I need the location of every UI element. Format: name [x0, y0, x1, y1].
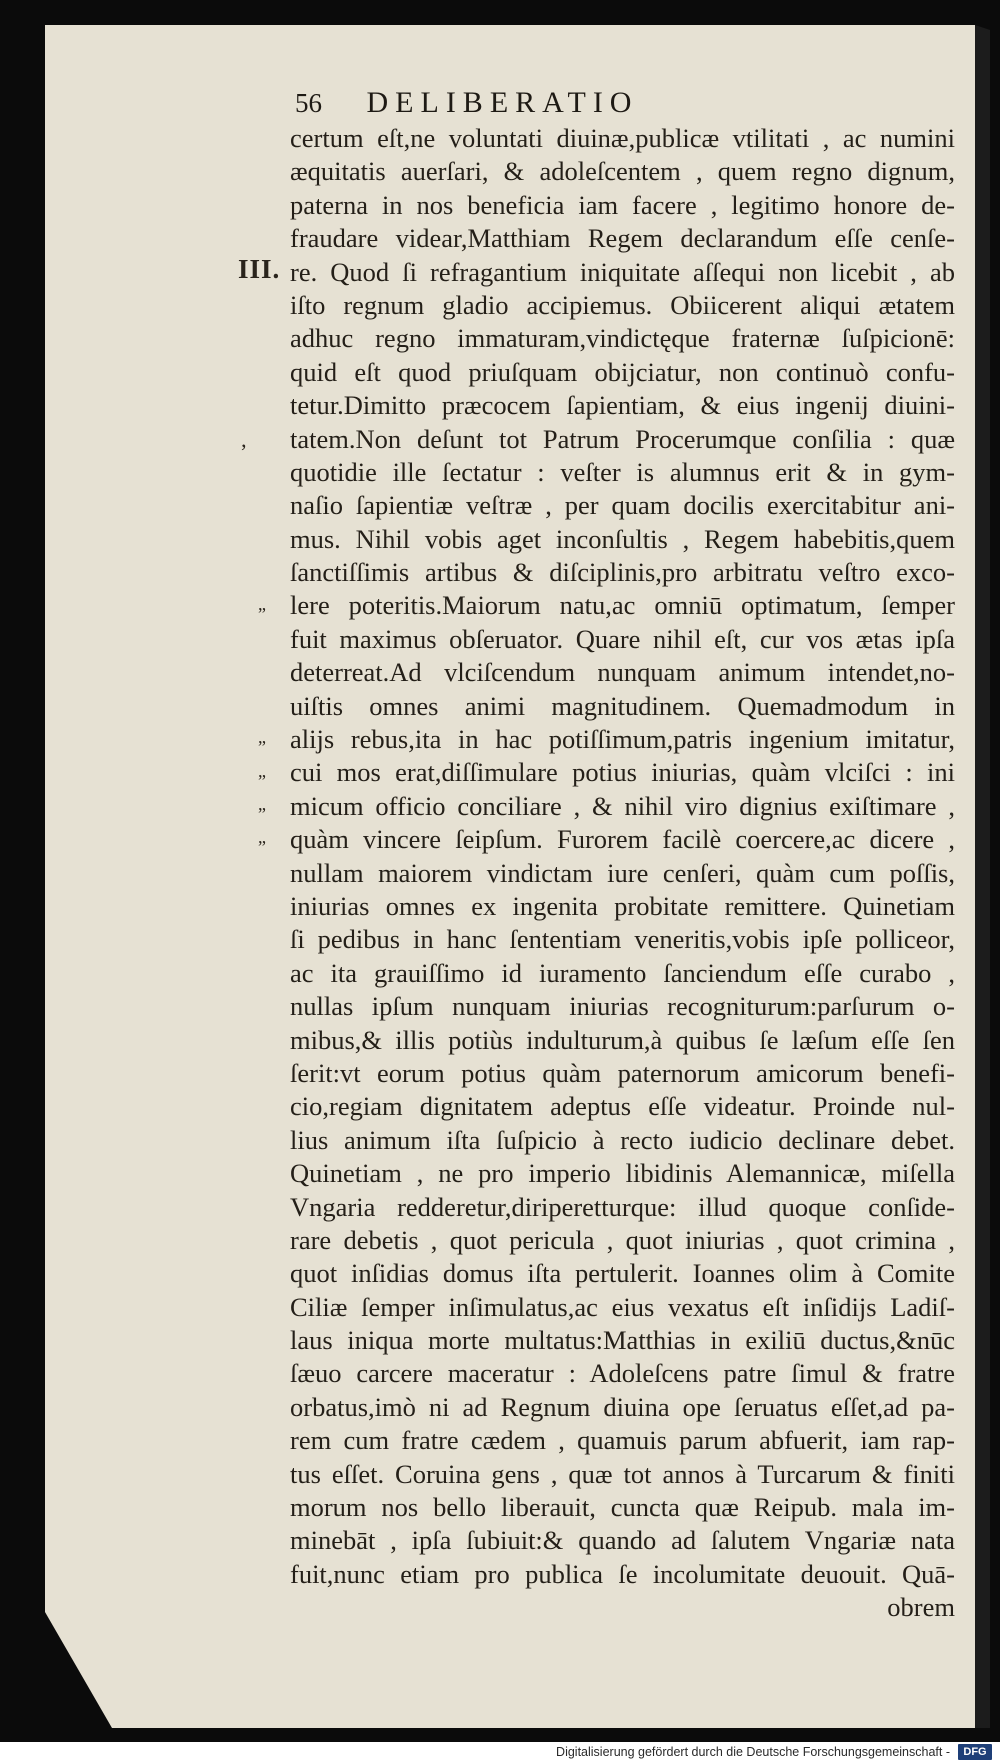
page-header	[295, 86, 855, 120]
body-text	[290, 122, 955, 1625]
text-line: adhuc regno immaturam,vindictęque fraternæ ſuſpicionē:	[290, 323, 955, 354]
text-line: iſto regnum gladio accipiemus. Obiicerent aliqui ætatem	[290, 289, 955, 320]
text-line: morum nos bello liberauit, cuncta quæ Reipub. mala im-	[290, 1492, 955, 1523]
margin-quote-mark: ‚	[240, 426, 248, 452]
digitization-footer	[0, 1742, 1000, 1763]
text-line: cui mos erat,diſſimulare potius iniurias, quàm vlciſci : ini	[290, 757, 955, 788]
text-line: mus. Nihil vobis aget inconſultis , Regem habebitis,quem	[290, 523, 955, 554]
margin-quote-mark: „	[258, 794, 266, 814]
text-line: quid eſt quod priuſquam obijciatur, non continuò confu-	[290, 356, 955, 387]
text-line: quàm vincere ſeipſum. Furorem facilè coercere,ac dicere ,	[290, 824, 955, 855]
text-line: ſanctiſſimis artibus & diſciplinis,pro arbitratu veſtro exco-	[290, 557, 955, 588]
text-line: tus eſſet. Coruina gens , quæ tot annos à Turcarum & finiti	[290, 1458, 955, 1489]
text-line: tetur.Dimitto præcocem ſapientiam, & eius ingenij diuini-	[290, 390, 955, 421]
text-line: minebāt , ipſa ſubiuit:& quando ad ſalutem Vngariæ nata	[290, 1525, 955, 1556]
text-line: nullas ipſum nunquam iniurias recogniturum:parſurum o-	[290, 991, 955, 1022]
text-line: fuit,nunc etiam pro publica ſe incolumitate deuouit. Quā-	[290, 1558, 955, 1589]
text-line: ſerit:vt eorum potius quàm paternorum amicorum benefi-	[290, 1057, 955, 1088]
dfg-logo: DFG	[958, 1744, 992, 1760]
text-line: obrem	[887, 1592, 955, 1623]
text-line: quot inſidias domus iſta pertulerit. Ioannes olim à Comite	[290, 1258, 955, 1289]
margin-quote-mark: „	[258, 727, 266, 748]
text-line: lere poteritis.Maiorum natu,ac omniū optimatum, ſemper	[290, 590, 955, 621]
text-line: tatem.Non deſunt tot Patrum Procerumque conſilia : quæ	[290, 423, 955, 454]
text-line: fraudare videar,Matthiam Regem declarandum eſſe cenſe-	[290, 223, 955, 254]
text-line: rem cum fratre cædem , quamuis parum abfuerit, iam rap-	[290, 1425, 955, 1456]
text-line: alijs rebus,ita in hac potiſſimum,patris ingenium imitatur,	[290, 724, 955, 755]
text-line: certum eſt,ne voluntati diuinæ,publicæ vtilitati , ac numini	[290, 123, 955, 153]
page-number: 56	[295, 88, 322, 118]
text-line: Ciliæ ſemper inſimulatus,ac eius vexatus eſt inſidijs Ladiſ-	[290, 1291, 955, 1322]
margin-quote-mark: „	[258, 760, 266, 781]
footer-credit: Digitalisierung gefördert durch die Deutsche Forschungsgemeinschaft -	[556, 1745, 950, 1759]
running-head: DELIBERATIO	[366, 86, 639, 119]
text-line: naſio ſapientiæ veſtræ , per quam docilis exercitabitur ani-	[290, 490, 955, 521]
text-line: æquitatis auerſari, & adoleſcentem , quem regno dignum,	[290, 156, 955, 187]
text-line: mibus,& illis potiùs indulturum,à quibus ſe læſum eſſe ſen	[290, 1024, 955, 1055]
text-line: quotidie ille ſectatur : veſter is alumnus erit & in gym-	[290, 456, 955, 487]
text-line: ſi pedibus in hanc ſententiam veneritis,vobis ipſe polliceor,	[290, 924, 955, 955]
section-numeral: III.	[238, 253, 281, 284]
text-line: nullam maiorem vindictam iure cenſeri, quàm cum poſſis,	[290, 857, 955, 888]
text-line: rare debetis , quot pericula , quot iniurias , quot crimina ,	[290, 1224, 955, 1255]
text-line: Vngaria redderetur,diriperetturque: illud quoque conſide-	[290, 1191, 955, 1222]
text-line: re. Quod ſi refragantium iniquitate aſſequi non licebit , ab	[290, 256, 955, 287]
text-line: uiſtis omnes animi magnitudinem. Quemadmodum in	[290, 690, 955, 721]
text-line: laus iniqua morte multatus:Matthias in exiliū ductus,&nūc	[290, 1325, 955, 1356]
text-line: iniurias omnes ex ingenita probitate remittere. Quinetiam	[290, 890, 955, 921]
text-line: ac ita grauiſſimo id iuramento ſanciendum eſſe curabo ,	[290, 957, 955, 988]
text-line: paterna in nos beneficia iam facere , legitimo honore de-	[290, 189, 955, 220]
text-line: orbatus,imò ni ad Regnum diuina ope ſeruatus eſſet,ad pa-	[290, 1391, 955, 1422]
margin-quote-mark: „	[258, 593, 266, 614]
text-line: cio,regiam dignitatem adeptus eſſe videatur. Proinde nul-	[290, 1091, 955, 1122]
text-line: lius animum iſta ſuſpicio à recto iudicio declinare debet.	[290, 1124, 955, 1155]
text-line: Quinetiam , ne pro imperio libidinis Alemannicæ, miſella	[290, 1158, 955, 1189]
text-line: micum officio conciliare , & nihil viro dignius exiſtimare ,	[290, 790, 955, 821]
text-line: deterreat.Ad vlciſcendum nunquam animum intendet,no-	[290, 657, 955, 688]
text-line: ſæuo carcere maceratur : Adoleſcens patre ſimul & fratre	[290, 1358, 955, 1389]
text-line: fuit maximus obſeruator. Quare nihil eſt, cur vos ætas ipſa	[290, 623, 955, 654]
margin-quote-mark: „	[258, 827, 266, 848]
